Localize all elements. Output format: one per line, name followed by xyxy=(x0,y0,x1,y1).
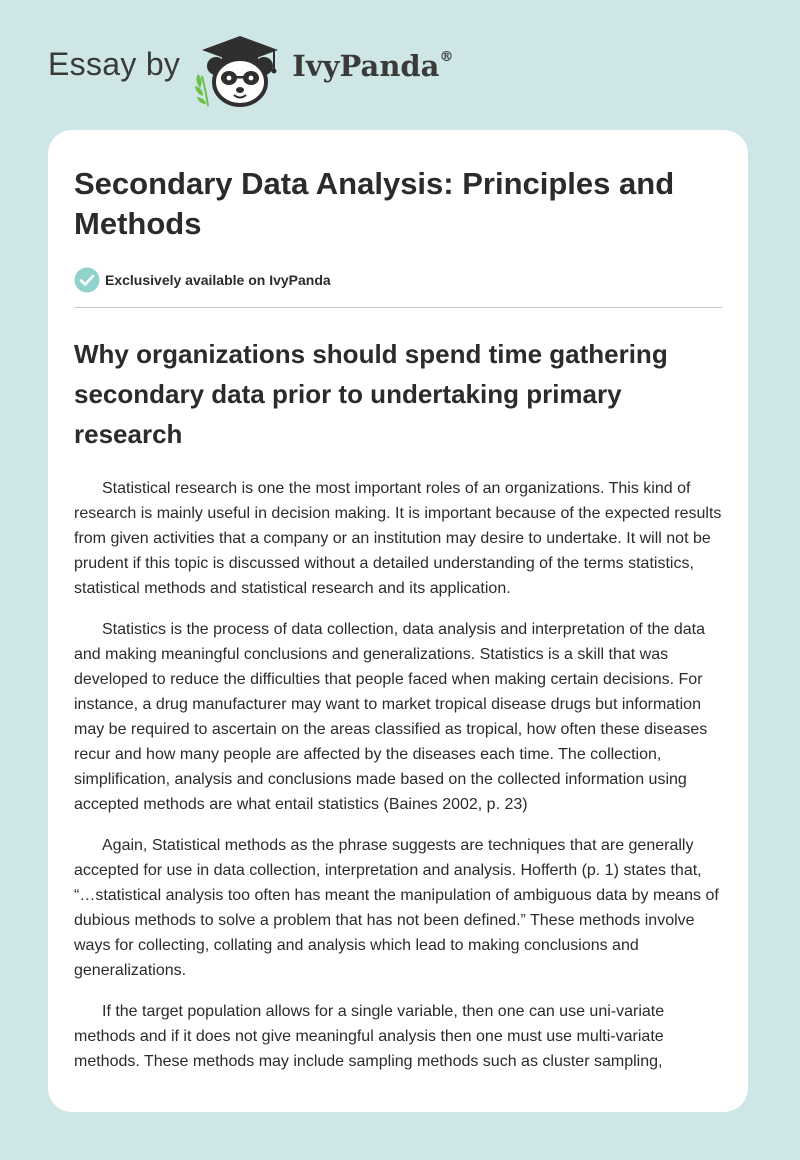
check-circle-icon xyxy=(74,267,100,293)
article-body xyxy=(74,476,724,1074)
exclusive-badge xyxy=(74,266,722,294)
panda-graduate-icon[interactable] xyxy=(194,30,286,110)
section-heading: Why organizations should spend time gathering secondary data prior to undertaking primary research xyxy=(74,339,668,449)
site-header xyxy=(48,30,453,110)
paragraph: Again, Statistical methods as the phrase suggests are techniques that are generally accepted for use in data collection, interpretation and analysis. Hofferth (p. 1) states that, “…statistical analysis too often has meant the manipulation of ambiguous data by means of dubious methods to solve a problem that has not been defined.” These methods involve ways for collecting, collating and analysis which lead to making conclusions and generalizations. xyxy=(74,837,719,979)
paragraph: Statistics is the process of data collection, data analysis and interpretation of the data and making meaningful conclusions and generalizations. Statistics is a skill that was developed to reduce the difficulties that people faced when making certain decisions. For instance, a drug manufacturer may want to market tropical disease drugs but information may be required to ascertain on the areas classified as tropical, how often these diseases recur and how many people are affected by the diseases each time. The collection, simplification, analysis and conclusions made based on the collected information using accepted methods are what entail statistics (Baines 2002, p. 23) xyxy=(74,621,708,813)
divider xyxy=(74,307,722,308)
essay-by-label: Essay by xyxy=(48,45,181,82)
brand-name[interactable]: IvyPanda® xyxy=(292,49,454,83)
paragraph: If the target population allows for a single variable, then one can use uni-variate methods and if it does not give meaningful analysis then one must use multi-variate methods. These methods may include sampling methods such as cluster sampling, xyxy=(74,1003,665,1070)
registered-mark: ® xyxy=(439,49,454,66)
badge-text: Exclusively available on IvyPanda xyxy=(105,272,331,288)
page-title: Secondary Data Analysis: Principles and Methods xyxy=(74,166,675,241)
article-card xyxy=(48,130,748,1112)
paragraph: Statistical research is one the most important roles of an organizations. This kind of research is mainly useful in decision making. It is important because of the expected results from given activities that a company or an institution may desire to undertake. It will not be prudent if this topic is discussed without a detailed understanding of the terms statistics, statistical methods and statistical research and its application. xyxy=(74,480,722,597)
